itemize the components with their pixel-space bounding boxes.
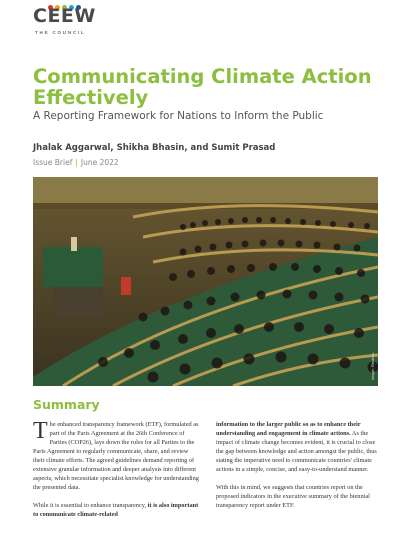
cover-photo [33,177,378,386]
summary-paragraph-1 [33,420,201,492]
summary-column-left [33,420,201,528]
document-date: June 2022 [80,158,119,167]
logo-tagline: THE COUNCIL [35,30,86,35]
summary-paragraph-4: With this in mind, we suggests that countries report on the proposed indicators in the executive summary of the biennial transparency report under ETF. [216,484,370,509]
summary-paragraph-2-plain: While it is essential to enhance transparency, [33,502,148,509]
meta-separator: | [75,158,78,167]
document-title: Communicating Climate Action Effectively [33,65,372,109]
document-meta [33,158,119,167]
logo-word: CEEW [33,5,96,27]
summary-paragraph-3 [216,420,384,474]
photo-credit: Image: Reuters [370,352,375,380]
authors: Jhalak Aggarwal, Shikha Bhasin, and Sumit Prasad [33,143,276,153]
summary-paragraph-1-text: he enhanced transparency framework (ETF), formulated as part of the Paris Agreement at the 26th Conference of Parties (COP26), lays down the rules for all Parties to the Paris Agreement to regularly communicate, share, and review their climate efforts. The agreed guidelines demand reporting of extensive granular information and deeper analysis into different aspects, which necessitate specialist knowledge for understanding the presented data. [33,421,199,491]
document-type: Issue Brief [33,158,73,167]
summary-column-right [216,420,384,519]
summary-paragraph-2 [33,501,201,519]
assembly-hall-image [33,177,378,386]
summary-paragraph-2-bold: it is also important to communicate climate-related [33,502,199,518]
summary-heading: Summary [33,397,100,412]
dropcap: T [33,418,48,444]
document-subtitle: A Reporting Framework for Nations to Inform the Public [33,110,324,122]
ceew-logo [33,5,103,39]
summary-paragraph-3-bold: information to the larger public so as to enhance their understanding and engagement in climate actions. [216,421,361,437]
summary-paragraph-3-plain: As the impact of climate change becomes evident, it is crucial to close the gap between knowledge and action amongst the public, thus stating the imperative need to communicate countries' climate actions in a simple, concise, and easy-to-understand manner. [216,430,377,473]
